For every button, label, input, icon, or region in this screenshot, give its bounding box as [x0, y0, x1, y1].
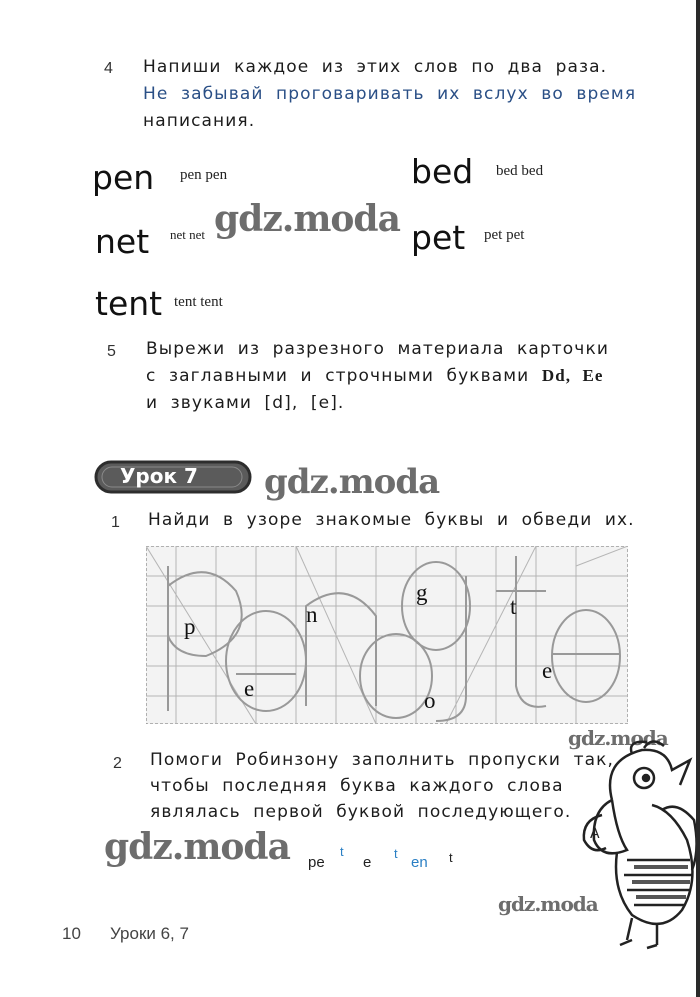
task-5-line-2: с заглавными и строчными буквами Dd, Ee	[146, 366, 604, 386]
pattern-letter-p: p	[184, 614, 196, 639]
word-tent: tent	[95, 284, 163, 323]
pattern-letter-e-2: e	[542, 658, 553, 683]
chain-part-4: t	[394, 846, 398, 861]
chain-part-5: en	[411, 854, 428, 871]
watermark-2: gdz.moda	[264, 462, 440, 502]
pattern-letter-g: g	[416, 580, 428, 605]
word-net: net	[95, 222, 150, 261]
word-chain	[308, 844, 468, 874]
chain-part-3: e	[363, 854, 372, 871]
task-4-number: 4	[104, 60, 113, 77]
watermark-3: gdz.moda	[568, 726, 668, 750]
task-1-number: 1	[111, 514, 120, 531]
footer-title: Уроки 6, 7	[110, 924, 189, 943]
pattern-letter-t: t	[510, 594, 517, 619]
answer-pet: pet pet	[484, 227, 525, 243]
pattern-letter-o: o	[424, 688, 436, 713]
task-5-line-1: Вырежи из разрезного материала карточки	[146, 339, 609, 359]
page-number: 10	[62, 924, 81, 943]
pattern-letter-n: n	[306, 602, 318, 627]
watermark-1: gdz.moda	[214, 198, 400, 240]
task-2-line-2: чтобы последняя буква каждого слова	[150, 776, 564, 796]
watermark-4: gdz.moda	[104, 826, 290, 868]
word-bed: bed	[411, 152, 474, 191]
task-2-number: 2	[113, 755, 122, 772]
task-2-line-3: являлась первой буквой последующего.	[150, 802, 572, 822]
lesson-badge	[94, 458, 254, 496]
answer-pen: pen pen	[180, 167, 228, 183]
parrot-illustration	[572, 740, 700, 950]
answer-net: net net	[170, 227, 206, 242]
lesson-label: Урок 7	[120, 464, 198, 488]
chain-part-1: pe	[308, 854, 325, 871]
task-4-line-1: Напиши каждое из этих слов по два раза.	[143, 57, 608, 77]
chain-part-6: t	[449, 850, 453, 865]
pattern-letter-e-1: e	[244, 676, 255, 701]
scan-edge	[696, 0, 700, 997]
task-5-number: 5	[107, 343, 116, 360]
word-pen: pen	[92, 158, 155, 197]
letter-pattern	[146, 546, 628, 724]
answer-bed: bed bed	[496, 163, 544, 179]
task-4-line-3: написания.	[143, 111, 256, 131]
chain-part-2: t	[340, 844, 344, 859]
task-2-line-1: Помоги Робинзону заполнить пропуски так,	[150, 750, 614, 770]
svg-text:A: A	[590, 826, 600, 842]
task-4-line-2: Не забывай проговаривать их вслух во время	[143, 84, 637, 104]
watermark-5: gdz.moda	[498, 892, 598, 916]
answer-tent: tent tent	[174, 294, 223, 310]
word-pet: pet	[411, 218, 466, 257]
task-5-line-3: и звуками [d], [e].	[146, 393, 345, 413]
task-1-text: Найди в узоре знакомые буквы и обведи их.	[148, 510, 635, 530]
